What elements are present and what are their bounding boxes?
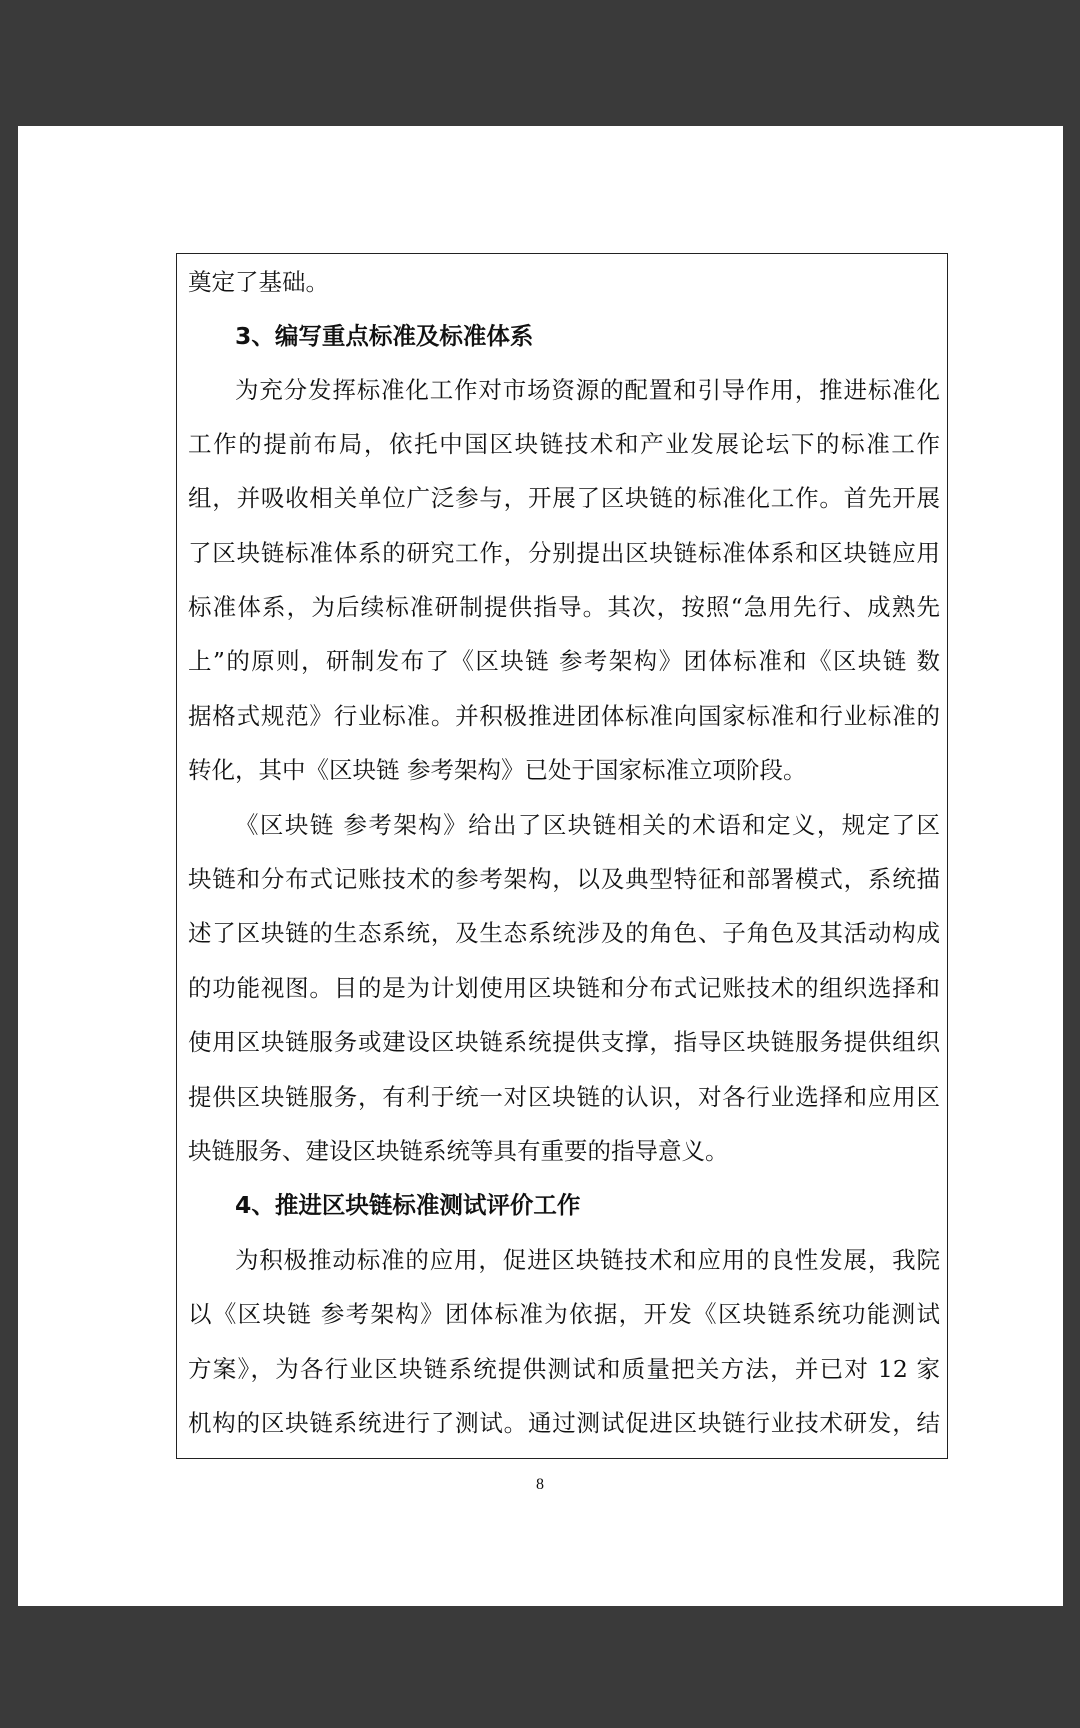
text-line-3: 为充分发挥标准化工作对市场资源的配置和引导作用，推进标准化 bbox=[235, 376, 940, 404]
text-line-14: 的功能视图。目的是为计划使用区块链和分布式记账技术的组织选择和 bbox=[188, 974, 940, 1002]
text-line-12: 块链和分布式记账技术的参考架构，以及典型特征和部署模式，系统描 bbox=[188, 865, 940, 893]
text-line-11: 《区块链 参考架构》给出了区块链相关的术语和定义，规定了区 bbox=[235, 811, 940, 839]
text-line-8: 上”的原则，研制发布了《区块链 参考架构》团体标准和《区块链 数 bbox=[188, 647, 940, 675]
text-line-17: 块链服务、建设区块链系统等具有重要的指导意义。 bbox=[188, 1137, 729, 1165]
text-line-15: 使用区块链服务或建设区块链系统提供支撑，指导区块链服务提供组织 bbox=[188, 1028, 940, 1056]
text-line-16: 提供区块链服务，有利于统一对区块链的认识，对各行业选择和应用区 bbox=[188, 1083, 940, 1111]
text-line-19: 为积极推动标准的应用，促进区块链技术和应用的良性发展，我院 bbox=[235, 1246, 940, 1274]
text-line-21: 方案》，为各行业区块链系统提供测试和质量把关方法，并已对 12 家 bbox=[188, 1355, 940, 1383]
text-line-20: 以《区块链 参考架构》团体标准为依据，开发《区块链系统功能测试 bbox=[188, 1300, 940, 1328]
text-line-1: 奠定了基础。 bbox=[188, 268, 329, 296]
section-heading-4: 4、推进区块链标准测试评价工作 bbox=[235, 1191, 581, 1219]
text-line-13: 述了区块链的生态系统，及生态系统涉及的角色、子角色及其活动构成 bbox=[188, 919, 940, 947]
text-line-9: 据格式规范》行业标准。并积极推进团体标准向国家标准和行业标准的 bbox=[188, 702, 940, 730]
text-line-4: 工作的提前布局，依托中国区块链技术和产业发展论坛下的标准工作 bbox=[188, 430, 940, 458]
text-line-22: 机构的区块链系统进行了测试。通过测试促进区块链行业技术研发，结 bbox=[188, 1409, 940, 1437]
text-line-6: 了区块链标准体系的研究工作，分别提出区块链标准体系和区块链应用 bbox=[188, 539, 940, 567]
text-line-7: 标准体系，为后续标准研制提供指导。其次，按照“急用先行、成熟先 bbox=[188, 593, 940, 621]
text-line-10: 转化，其中《区块链 参考架构》已处于国家标准立项阶段。 bbox=[188, 756, 807, 784]
page-number: 8 bbox=[536, 1476, 544, 1493]
section-heading-3: 3、编写重点标准及标准体系 bbox=[235, 322, 534, 350]
text-line-5: 组，并吸收相关单位广泛参与，开展了区块链的标准化工作。首先开展 bbox=[188, 484, 940, 512]
